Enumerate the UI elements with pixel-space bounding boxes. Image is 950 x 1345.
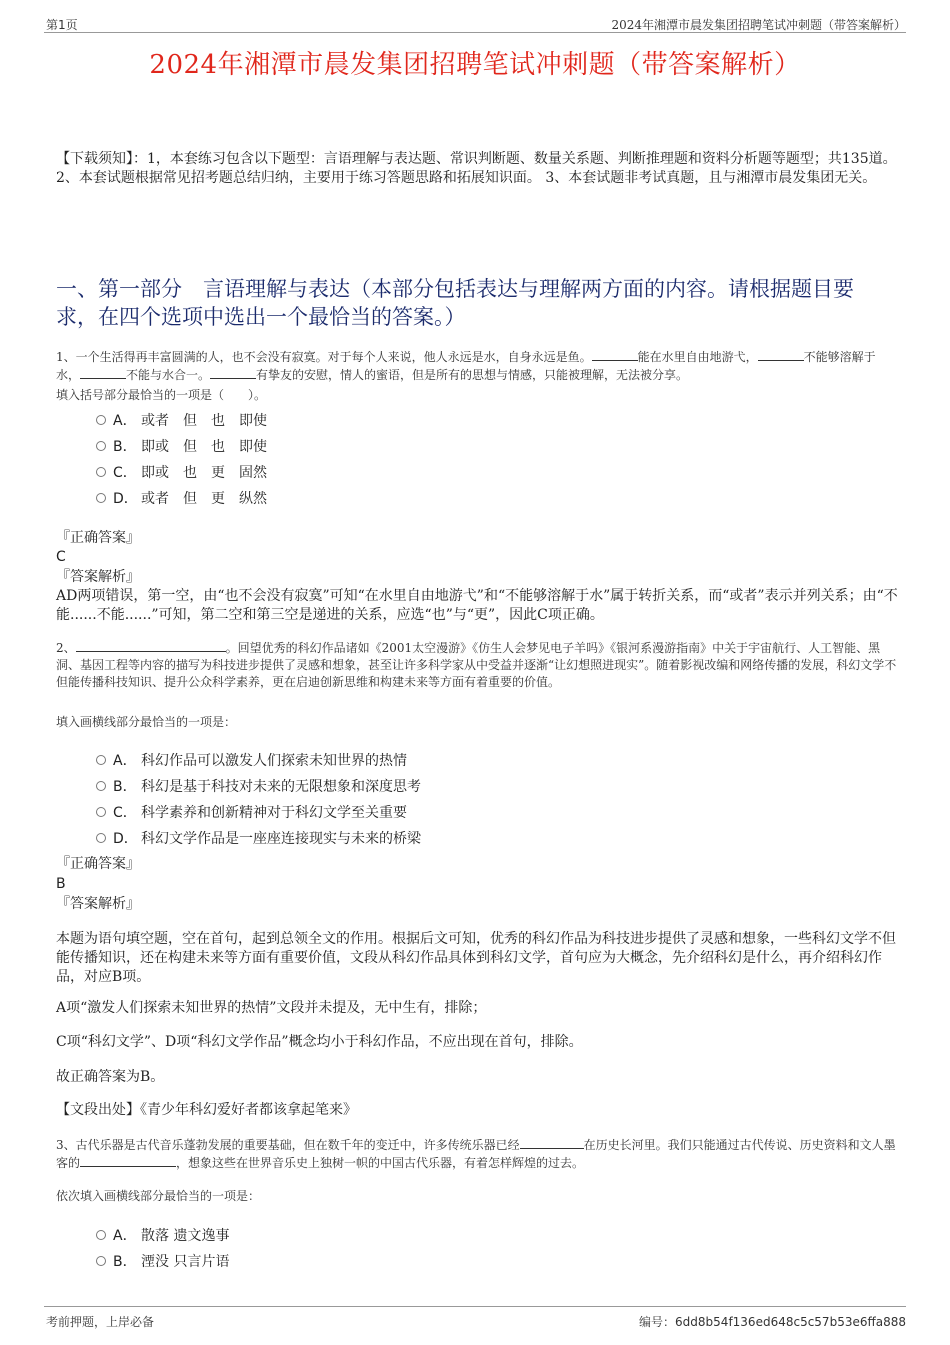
question-1-text (56, 348, 898, 384)
q2-option-d[interactable] (96, 828, 421, 848)
radio-icon[interactable] (96, 781, 106, 791)
section-heading: 一、第一部分 言语理解与表达（本部分包括表达与理解两方面的内容。请根据题目要求，在四个选项中选出一个最恰当的答案。） (56, 277, 854, 329)
option-text: 即或 但 也 即使 (141, 439, 267, 455)
q1-text-part: 不能够溶解于水， (56, 350, 876, 382)
option-letter: B． (113, 1254, 137, 1270)
q2-analysis-paragraph: C项“科幻文学”、D项“科幻文学作品”概念均小于科幻作品，不应出现在首句，排除。 (56, 1034, 583, 1050)
header-doc-title: 2024年湘潭市晨发集团招聘笔试冲刺题（带答案解析） (611, 18, 906, 32)
q2-option-a[interactable] (96, 750, 407, 770)
page-number: 第1页 (46, 18, 78, 32)
radio-icon[interactable] (96, 493, 106, 503)
option-letter: D． (113, 491, 138, 507)
footer-code-value: 6dd8b54f136ed648c5c57b53e6ffa888 (675, 1315, 906, 1329)
radio-icon[interactable] (96, 1256, 106, 1266)
option-letter: C． (113, 465, 137, 481)
option-letter: B． (113, 779, 137, 795)
footer-slogan: 考前押题，上岸必备 (46, 1315, 155, 1329)
q2-number: 2、 (56, 641, 76, 655)
q2-analysis-paragraph: A项“激发人们探索未知世界的热情”文段并未提及，无中生有，排除； (56, 1000, 487, 1016)
q1-option-d[interactable] (96, 488, 267, 508)
q3-option-b[interactable] (96, 1251, 229, 1271)
option-letter: B． (113, 439, 137, 455)
q3-text-part: ，想象这些在世界音乐史上独树一帜的中国古代乐器，有着怎样辉煌的过去。 (176, 1156, 585, 1170)
question-2-text (56, 639, 898, 691)
radio-icon[interactable] (96, 1230, 106, 1240)
q1-option-c[interactable] (96, 462, 267, 482)
q2-analysis-paragraph: 故正确答案为B。 (56, 1069, 165, 1085)
footer-code-label: 编号： (639, 1315, 676, 1329)
blank (758, 348, 804, 361)
option-text: 科幻文学作品是一座座连接现实与未来的桥梁 (141, 831, 421, 847)
q1-option-b[interactable] (96, 436, 267, 456)
option-letter: A． (113, 1228, 137, 1244)
q1-text-part: 有挚友的安慰，情人的蜜语，但是所有的思想与情感，只能被理解，无法被分享。 (256, 368, 689, 382)
page-header (44, 14, 906, 33)
q3-option-a[interactable] (96, 1225, 229, 1245)
q1-text-part: 能在水里自由地游弋， (637, 350, 758, 364)
q1-analysis: AD两项错误，第一空，由“也不会没有寂寞”可知“在水里自由地游弋”和“不能够溶解于水”属于转折关系，而“或者”表示并列关系；由“不能......不能......”可知，第二空和第三空是递进的关系，应选“也”与“更”，因此C项正确。 (56, 588, 898, 623)
q3-text-part: 在历史长河里。我们只能通过古代传说、历史资料和文人墨客的 (56, 1138, 896, 1170)
radio-icon[interactable] (96, 441, 106, 451)
option-text: 或者 但 更 纵然 (141, 491, 267, 507)
option-letter: A． (113, 753, 137, 769)
option-text: 科幻作品可以激发人们探索未知世界的热情 (141, 753, 407, 769)
blank (210, 366, 256, 379)
blank (80, 366, 126, 379)
radio-icon[interactable] (96, 415, 106, 425)
q2-analysis-paragraph: 本题为语句填空题，空在首句，起到总领全文的作用。根据后文可知，优秀的科幻作品为科技进步提供了灵感和想象，一些科幻文学不但能传播知识，还在构建未来等方面有重要价值，文段从科幻作品具体到科幻文学，首句应为大概念，先介绍科幻是什么，再介绍科幻作品，对应B项。 (56, 931, 896, 985)
q3-text-part: 3、古代乐器是古代音乐蓬勃发展的重要基础，但在数千年的变迁中，许多传统乐器已经 (56, 1138, 520, 1152)
q1-answer-label: 『正确答案』 (56, 530, 140, 546)
blank (592, 348, 638, 361)
footer-code (639, 1313, 906, 1330)
radio-icon[interactable] (96, 833, 106, 843)
radio-icon[interactable] (96, 755, 106, 765)
option-text: 科学素养和创新精神对于科幻文学至关重要 (141, 805, 407, 821)
radio-icon[interactable] (96, 807, 106, 817)
q1-answer: C (56, 549, 66, 565)
question-3-prompt: 依次填入画横线部分最恰当的一项是： (56, 1189, 261, 1203)
q2-analysis-label: 『答案解析』 (56, 896, 140, 912)
option-text: 科幻是基于科技对未来的无限想象和深度思考 (141, 779, 421, 795)
question-3-text (56, 1136, 898, 1172)
page-footer (44, 1306, 906, 1329)
q2-text-part: 。回望优秀的科幻作品诸如《2001太空漫游》《仿生人会梦见电子羊吗》《银河系漫游指南》中关于宇宙航行、人工智能、黑洞、基因工程等内容的描写为科技进步提供了灵感和想象，甚至让许多科学家从中受益并逐渐“让幻想照进现实”。随着影视改编和网络传播的发展，科幻文学不但能传播科技知识、提升公众科学素养，更在启迪创新思维和构建未来等方面有着重要的价值。 (56, 641, 897, 689)
blank (520, 1136, 584, 1149)
q2-option-c[interactable] (96, 802, 407, 822)
blank (76, 639, 226, 652)
q1-analysis-label: 『答案解析』 (56, 569, 140, 585)
q1-option-a[interactable] (96, 410, 267, 430)
option-letter: A． (113, 413, 137, 429)
q1-text-part: 不能与水合一。 (126, 368, 211, 382)
option-text: 散落 遗文逸事 (141, 1228, 230, 1244)
download-notice: 【下载须知】：1，本套练习包含以下题型：言语理解与表达题、常识判断题、数量关系题、判断推理题和资料分析题等题型；共135道。 2、本套试题根据常见招考题总结归纳，主要用于练习答题思路和拓展知识面。 3、本套试题非考试真题，且与湘潭市晨发集团无关。 (56, 151, 897, 186)
option-text: 或者 但 也 即使 (141, 413, 267, 429)
document-title: 2024年湘潭市晨发集团招聘笔试冲刺题（带答案解析） (149, 50, 801, 80)
q2-option-b[interactable] (96, 776, 421, 796)
radio-icon[interactable] (96, 467, 106, 477)
option-letter: D． (113, 831, 138, 847)
option-text: 湮没 只言片语 (141, 1254, 230, 1270)
question-1-prompt: 填入括号部分最恰当的一项是（ ）。 (56, 388, 267, 402)
option-text: 即或 也 更 固然 (141, 465, 267, 481)
q2-answer: B (56, 876, 66, 892)
question-2-prompt: 填入画横线部分最恰当的一项是： (56, 715, 237, 729)
blank (80, 1154, 176, 1167)
q1-text-part: 1、一个生活得再丰富圆满的人，也不会没有寂寞。对于每个人来说，他人永远是水，自身永远是鱼。 (56, 350, 592, 364)
option-letter: C． (113, 805, 137, 821)
q2-answer-label: 『正确答案』 (56, 856, 140, 872)
q2-source: 【文段出处】《青少年科幻爱好者都该拿起笔来》 (56, 1102, 357, 1118)
